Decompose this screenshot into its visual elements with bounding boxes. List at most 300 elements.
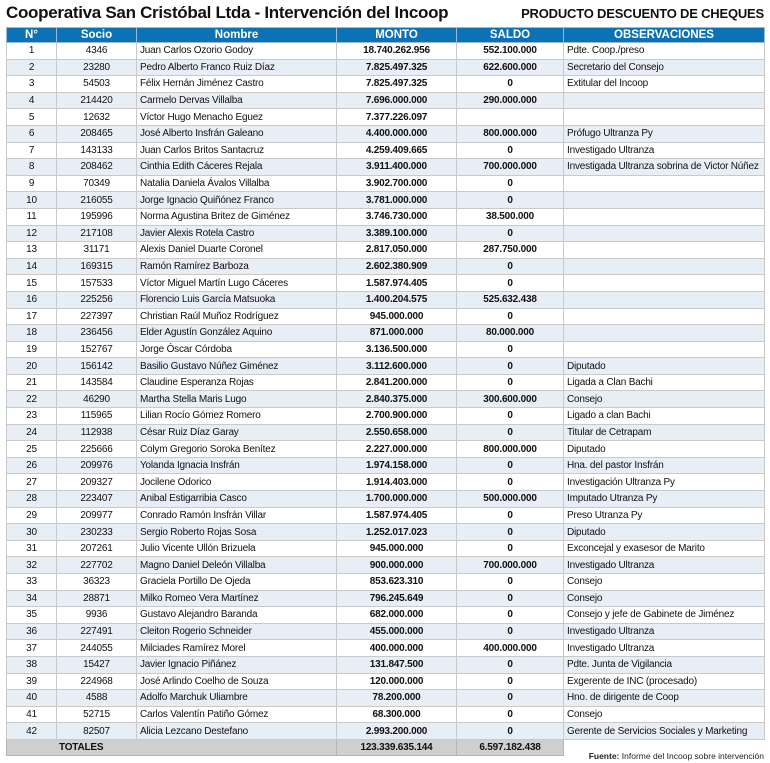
cell-nombre: Martha Stella Maris Lugo — [137, 391, 337, 408]
cell-monto: 3.112.600.000 — [337, 358, 457, 375]
cell-monto: 78.200.000 — [337, 690, 457, 707]
cell-saldo: 0 — [457, 192, 564, 209]
table-row — [7, 607, 765, 624]
cell-nombre: Gustavo Alejandro Baranda — [137, 607, 337, 624]
cell-saldo: 0 — [457, 574, 564, 591]
cell-observaciones: Pdte. Junta de Vigilancia — [564, 656, 765, 673]
table-row — [7, 325, 765, 342]
cell-n: 20 — [7, 358, 57, 375]
cell-nombre: Magno Daniel Deleón Villalba — [137, 557, 337, 574]
cell-monto: 3.902.700.000 — [337, 175, 457, 192]
cell-observaciones — [564, 225, 765, 242]
cell-socio: 224968 — [57, 673, 137, 690]
table-row — [7, 640, 765, 657]
cell-monto: 2.550.658.000 — [337, 424, 457, 441]
cell-socio: 209977 — [57, 507, 137, 524]
cell-observaciones: Imputado Utranza Py — [564, 491, 765, 508]
cell-n: 3 — [7, 76, 57, 93]
cell-nombre: José Alberto Insfrán Galeano — [137, 125, 337, 142]
cell-n: 37 — [7, 640, 57, 657]
cell-socio: 227397 — [57, 308, 137, 325]
table-row — [7, 391, 765, 408]
cell-nombre: Carmelo Dervas Villalba — [137, 92, 337, 109]
cell-monto: 7.696.000.000 — [337, 92, 457, 109]
cell-socio: 214420 — [57, 92, 137, 109]
cell-monto: 796.245.649 — [337, 590, 457, 607]
cell-saldo: 0 — [457, 76, 564, 93]
cell-observaciones: Exgerente de INC (procesado) — [564, 673, 765, 690]
cell-socio: 9936 — [57, 607, 137, 624]
table-row — [7, 623, 765, 640]
cell-n: 19 — [7, 341, 57, 358]
cell-observaciones: Consejo y jefe de Gabinete de Jiménez — [564, 607, 765, 624]
cell-observaciones — [564, 341, 765, 358]
cell-monto: 2.602.380.909 — [337, 258, 457, 275]
cell-saldo: 0 — [457, 524, 564, 541]
cell-nombre: Félix Hernán Jiménez Castro — [137, 76, 337, 93]
cell-socio: 209327 — [57, 474, 137, 491]
table-row — [7, 76, 765, 93]
table-row — [7, 690, 765, 707]
cell-monto: 455.000.000 — [337, 623, 457, 640]
cell-saldo: 0 — [457, 474, 564, 491]
cell-nombre: Víctor Miguel Martín Lugo Cáceres — [137, 275, 337, 292]
cell-saldo: 0 — [457, 607, 564, 624]
cell-n: 25 — [7, 441, 57, 458]
cell-saldo: 800.000.000 — [457, 441, 564, 458]
cell-saldo: 300.600.000 — [457, 391, 564, 408]
cell-socio: 46290 — [57, 391, 137, 408]
cell-saldo: 0 — [457, 408, 564, 425]
table-row — [7, 358, 765, 375]
cell-saldo: 0 — [457, 341, 564, 358]
cell-observaciones — [564, 175, 765, 192]
cell-socio: 31171 — [57, 242, 137, 259]
cell-nombre: Claudine Esperanza Rojas — [137, 374, 337, 391]
cell-observaciones — [564, 109, 765, 126]
cell-monto: 871.000.000 — [337, 325, 457, 342]
cell-n: 30 — [7, 524, 57, 541]
cell-observaciones — [564, 275, 765, 292]
cell-nombre: Víctor Hugo Menacho Eguez — [137, 109, 337, 126]
cell-n: 9 — [7, 175, 57, 192]
cell-socio: 195996 — [57, 208, 137, 225]
cell-n: 31 — [7, 540, 57, 557]
cell-nombre: Alexis Daniel Duarte Coronel — [137, 242, 337, 259]
cell-nombre: Julio Vicente Ullón Brizuela — [137, 540, 337, 557]
cell-n: 14 — [7, 258, 57, 275]
cell-socio: 227491 — [57, 623, 137, 640]
cell-n: 22 — [7, 391, 57, 408]
cell-socio: 236456 — [57, 325, 137, 342]
cell-monto: 1.252.017.023 — [337, 524, 457, 541]
table-row — [7, 491, 765, 508]
cell-n: 16 — [7, 291, 57, 308]
cell-saldo: 0 — [457, 258, 564, 275]
cell-saldo: 0 — [457, 656, 564, 673]
cell-saldo: 0 — [457, 142, 564, 159]
cell-socio: 217108 — [57, 225, 137, 242]
cell-socio: 208465 — [57, 125, 137, 142]
cell-saldo: 500.000.000 — [457, 491, 564, 508]
table-row — [7, 474, 765, 491]
cell-observaciones: Investigado Ultranza — [564, 557, 765, 574]
cell-n: 26 — [7, 457, 57, 474]
cell-nombre: Juan Carlos Ozorio Godoy — [137, 43, 337, 60]
column-header-socio: Socio — [57, 28, 137, 43]
cell-socio: 112938 — [57, 424, 137, 441]
table-row — [7, 424, 765, 441]
cell-monto: 3.746.730.000 — [337, 208, 457, 225]
source-label: Fuente: — [588, 751, 620, 761]
cell-monto: 1.700.000.000 — [337, 491, 457, 508]
cell-socio: 230233 — [57, 524, 137, 541]
cell-observaciones: Ligada a Clan Bachi — [564, 374, 765, 391]
cell-socio: 54503 — [57, 76, 137, 93]
cell-monto: 2.993.200.000 — [337, 723, 457, 740]
cell-n: 4 — [7, 92, 57, 109]
cell-saldo: 0 — [457, 540, 564, 557]
cell-nombre: Juan Carlos Britos Santacruz — [137, 142, 337, 159]
cell-monto: 7.377.226.097 — [337, 109, 457, 126]
column-header-observaciones: OBSERVACIONES — [564, 28, 765, 43]
cell-socio: 208462 — [57, 159, 137, 176]
data-table — [6, 27, 765, 756]
cell-monto: 1.974.158.000 — [337, 457, 457, 474]
cell-n: 32 — [7, 557, 57, 574]
cell-socio: 143133 — [57, 142, 137, 159]
table-body — [7, 43, 765, 740]
cell-socio: 216055 — [57, 192, 137, 209]
cell-nombre: Sergio Roberto Rojas Sosa — [137, 524, 337, 541]
cell-saldo: 290.000.000 — [457, 92, 564, 109]
cell-monto: 1.587.974.405 — [337, 275, 457, 292]
cell-observaciones — [564, 208, 765, 225]
cell-socio: 52715 — [57, 706, 137, 723]
cell-nombre: Pedro Alberto Franco Ruiz Díaz — [137, 59, 337, 76]
cell-saldo: 552.100.000 — [457, 43, 564, 60]
cell-observaciones: Investigado Ultranza — [564, 623, 765, 640]
cell-observaciones: Consejo — [564, 574, 765, 591]
table-row — [7, 109, 765, 126]
totals-monto: 123.339.635.144 — [337, 739, 457, 755]
cell-socio: 12632 — [57, 109, 137, 126]
cell-saldo: 0 — [457, 623, 564, 640]
cell-n: 38 — [7, 656, 57, 673]
cell-n: 2 — [7, 59, 57, 76]
cell-nombre: Florencio Luis García Matsuoka — [137, 291, 337, 308]
cell-socio: 157533 — [57, 275, 137, 292]
cell-socio: 36323 — [57, 574, 137, 591]
cell-n: 15 — [7, 275, 57, 292]
cell-socio: 4588 — [57, 690, 137, 707]
table-row — [7, 590, 765, 607]
cell-n: 35 — [7, 607, 57, 624]
cell-socio: 23280 — [57, 59, 137, 76]
cell-nombre: Conrado Ramón Insfrán Villar — [137, 507, 337, 524]
cell-observaciones: Prófugo Ultranza Py — [564, 125, 765, 142]
cell-monto: 3.136.500.000 — [337, 341, 457, 358]
cell-monto: 2.841.200.000 — [337, 374, 457, 391]
cell-monto: 2.817.050.000 — [337, 242, 457, 259]
cell-socio: 225666 — [57, 441, 137, 458]
cell-nombre: Cleiton Rogerio Schneider — [137, 623, 337, 640]
table-row — [7, 408, 765, 425]
cell-n: 7 — [7, 142, 57, 159]
table-row — [7, 242, 765, 259]
cell-saldo: 0 — [457, 374, 564, 391]
cell-nombre: Anibal Estigarribia Casco — [137, 491, 337, 508]
cell-nombre: Jorge Ignacio Quiñónez Franco — [137, 192, 337, 209]
cell-n: 18 — [7, 325, 57, 342]
cell-observaciones — [564, 325, 765, 342]
cell-socio: 4346 — [57, 43, 137, 60]
page-title: Cooperativa San Cristóbal Ltda - Intervención del Incoop — [6, 3, 449, 22]
cell-saldo: 0 — [457, 706, 564, 723]
cell-nombre: Christian Raúl Muñoz Rodríguez — [137, 308, 337, 325]
cell-n: 42 — [7, 723, 57, 740]
table-row — [7, 208, 765, 225]
cell-monto: 3.389.100.000 — [337, 225, 457, 242]
cell-saldo: 0 — [457, 358, 564, 375]
cell-observaciones: Consejo — [564, 706, 765, 723]
table-row — [7, 341, 765, 358]
cell-socio: 244055 — [57, 640, 137, 657]
table-row — [7, 706, 765, 723]
table-row — [7, 275, 765, 292]
cell-nombre: Milko Romeo Vera Martínez — [137, 590, 337, 607]
table-row — [7, 557, 765, 574]
cell-n: 34 — [7, 590, 57, 607]
cell-monto: 3.781.000.000 — [337, 192, 457, 209]
cell-n: 17 — [7, 308, 57, 325]
cell-monto: 2.840.375.000 — [337, 391, 457, 408]
table-row — [7, 673, 765, 690]
cell-nombre: Jocilene Odorico — [137, 474, 337, 491]
table-row — [7, 125, 765, 142]
cell-monto: 2.700.900.000 — [337, 408, 457, 425]
cell-n: 5 — [7, 109, 57, 126]
cell-nombre: Basilio Gustavo Núñez Giménez — [137, 358, 337, 375]
cell-nombre: José Arlindo Coelho de Souza — [137, 673, 337, 690]
cell-n: 29 — [7, 507, 57, 524]
cell-saldo: 0 — [457, 723, 564, 740]
cell-saldo: 622.600.000 — [457, 59, 564, 76]
column-header-n: N° — [7, 28, 57, 43]
cell-nombre: Cinthia Edith Cáceres Rejala — [137, 159, 337, 176]
table-row — [7, 441, 765, 458]
cell-nombre: Elder Agustín González Aquino — [137, 325, 337, 342]
cell-socio: 15427 — [57, 656, 137, 673]
cell-observaciones: Investigado Ultranza — [564, 640, 765, 657]
cell-n: 24 — [7, 424, 57, 441]
cell-observaciones: Secretario del Consejo — [564, 59, 765, 76]
cell-observaciones — [564, 308, 765, 325]
cell-n: 13 — [7, 242, 57, 259]
cell-nombre: Milciades Ramírez Morel — [137, 640, 337, 657]
source-text: Informe del Incoop sobre intervención — [621, 751, 764, 761]
cell-socio: 152767 — [57, 341, 137, 358]
cell-socio: 156142 — [57, 358, 137, 375]
cell-monto: 682.000.000 — [337, 607, 457, 624]
cell-socio: 115965 — [57, 408, 137, 425]
cell-monto: 7.825.497.325 — [337, 76, 457, 93]
cell-observaciones: Gerente de Servicios Sociales y Marketing — [564, 723, 765, 740]
cell-saldo: 0 — [457, 225, 564, 242]
cell-observaciones: Hna. del pastor Insfrán — [564, 457, 765, 474]
table-row — [7, 723, 765, 740]
table-row — [7, 225, 765, 242]
cell-observaciones: Consejo — [564, 590, 765, 607]
table-row — [7, 507, 765, 524]
cell-socio: 207261 — [57, 540, 137, 557]
cell-monto: 120.000.000 — [337, 673, 457, 690]
table-row — [7, 92, 765, 109]
cell-nombre: Alicia Lezcano Destefano — [137, 723, 337, 740]
cell-nombre: Yolanda Ignacia Insfrán — [137, 457, 337, 474]
cell-socio: 28871 — [57, 590, 137, 607]
cell-saldo: 0 — [457, 175, 564, 192]
cell-socio: 209976 — [57, 457, 137, 474]
cell-observaciones: Diputado — [564, 358, 765, 375]
cell-nombre: Lilian Rocío Gómez Romero — [137, 408, 337, 425]
cell-socio: 82507 — [57, 723, 137, 740]
table-row — [7, 159, 765, 176]
cell-n: 41 — [7, 706, 57, 723]
cell-monto: 4.400.000.000 — [337, 125, 457, 142]
cell-observaciones — [564, 291, 765, 308]
table-row — [7, 142, 765, 159]
cell-observaciones — [564, 258, 765, 275]
cell-socio: 223407 — [57, 491, 137, 508]
cell-monto: 68.300.000 — [337, 706, 457, 723]
cell-observaciones: Investigada Ultranza sobrina de Victor Núñez — [564, 159, 765, 176]
cell-observaciones: Extitular del Incoop — [564, 76, 765, 93]
cell-saldo: 80.000.000 — [457, 325, 564, 342]
cell-nombre: Ramón Ramírez Barboza — [137, 258, 337, 275]
cell-monto: 945.000.000 — [337, 540, 457, 557]
cell-observaciones: Investigado Ultranza — [564, 142, 765, 159]
cell-observaciones: Investigación Ultranza Py — [564, 474, 765, 491]
table-row — [7, 308, 765, 325]
cell-observaciones: Consejo — [564, 391, 765, 408]
cell-saldo — [457, 109, 564, 126]
cell-saldo: 400.000.000 — [457, 640, 564, 657]
totals-label: TOTALES — [7, 739, 337, 755]
cell-saldo: 0 — [457, 275, 564, 292]
cell-saldo: 0 — [457, 457, 564, 474]
cell-nombre: Natalia Daniela Ávalos Villalba — [137, 175, 337, 192]
cell-observaciones: Diputado — [564, 441, 765, 458]
cell-nombre: Javier Ignacio Piñánez — [137, 656, 337, 673]
cell-nombre: Javier Alexis Rotela Castro — [137, 225, 337, 242]
column-header-saldo: SALDO — [457, 28, 564, 43]
cell-monto: 945.000.000 — [337, 308, 457, 325]
table-row — [7, 258, 765, 275]
cell-monto: 900.000.000 — [337, 557, 457, 574]
cell-saldo: 700.000.000 — [457, 557, 564, 574]
cell-monto: 1.400.204.575 — [337, 291, 457, 308]
cell-monto: 3.911.400.000 — [337, 159, 457, 176]
cell-monto: 400.000.000 — [337, 640, 457, 657]
cell-n: 40 — [7, 690, 57, 707]
cell-saldo: 800.000.000 — [457, 125, 564, 142]
cell-observaciones — [564, 92, 765, 109]
cell-n: 10 — [7, 192, 57, 209]
cell-nombre: César Ruiz Díaz Garay — [137, 424, 337, 441]
table-row — [7, 524, 765, 541]
cell-socio: 227702 — [57, 557, 137, 574]
cell-observaciones — [564, 242, 765, 259]
cell-monto: 4.259.409.665 — [337, 142, 457, 159]
cell-observaciones — [564, 192, 765, 209]
cell-saldo: 0 — [457, 590, 564, 607]
cell-n: 27 — [7, 474, 57, 491]
table-row — [7, 457, 765, 474]
cell-n: 12 — [7, 225, 57, 242]
cell-n: 36 — [7, 623, 57, 640]
page-header — [0, 0, 770, 27]
table-row — [7, 192, 765, 209]
cell-saldo: 700.000.000 — [457, 159, 564, 176]
column-header-nombre: Nombre — [137, 28, 337, 43]
cell-saldo: 287.750.000 — [457, 242, 564, 259]
cell-monto: 7.825.497.325 — [337, 59, 457, 76]
cell-nombre: Graciela Portillo De Ojeda — [137, 574, 337, 591]
cell-n: 8 — [7, 159, 57, 176]
cell-monto: 1.914.403.000 — [337, 474, 457, 491]
cell-socio: 225256 — [57, 291, 137, 308]
page-subtitle: PRODUCTO DESCUENTO DE CHEQUES — [521, 6, 764, 21]
table-row — [7, 43, 765, 60]
cell-saldo: 0 — [457, 507, 564, 524]
cell-saldo: 525.632.438 — [457, 291, 564, 308]
cell-observaciones: Diputado — [564, 524, 765, 541]
cell-socio: 169315 — [57, 258, 137, 275]
cell-monto: 2.227.000.000 — [337, 441, 457, 458]
cell-observaciones: Preso Utranza Py — [564, 507, 765, 524]
cell-saldo: 0 — [457, 673, 564, 690]
cell-n: 21 — [7, 374, 57, 391]
cell-nombre: Carlos Valentín Patiño Gómez — [137, 706, 337, 723]
cell-socio: 143584 — [57, 374, 137, 391]
source-note — [589, 751, 764, 761]
cell-socio: 70349 — [57, 175, 137, 192]
cell-n: 33 — [7, 574, 57, 591]
cell-observaciones: Ligado a clan Bachi — [564, 408, 765, 425]
cell-nombre: Jorge Óscar Córdoba — [137, 341, 337, 358]
table-row — [7, 291, 765, 308]
cell-monto: 131.847.500 — [337, 656, 457, 673]
table-row — [7, 574, 765, 591]
cell-observaciones: Hno. de dirigente de Coop — [564, 690, 765, 707]
table-header-row — [7, 28, 765, 43]
table-row — [7, 59, 765, 76]
cell-saldo: 0 — [457, 424, 564, 441]
cell-monto: 18.740.262.956 — [337, 43, 457, 60]
cell-observaciones: Exconcejal y exasesor de Marito — [564, 540, 765, 557]
cell-monto: 853.623.310 — [337, 574, 457, 591]
cell-saldo: 38.500.000 — [457, 208, 564, 225]
table-row — [7, 374, 765, 391]
table-row — [7, 656, 765, 673]
cell-observaciones: Pdte. Coop./preso — [564, 43, 765, 60]
cell-n: 39 — [7, 673, 57, 690]
table-row — [7, 175, 765, 192]
cell-n: 28 — [7, 491, 57, 508]
cell-saldo: 0 — [457, 690, 564, 707]
column-header-monto: MONTO — [337, 28, 457, 43]
